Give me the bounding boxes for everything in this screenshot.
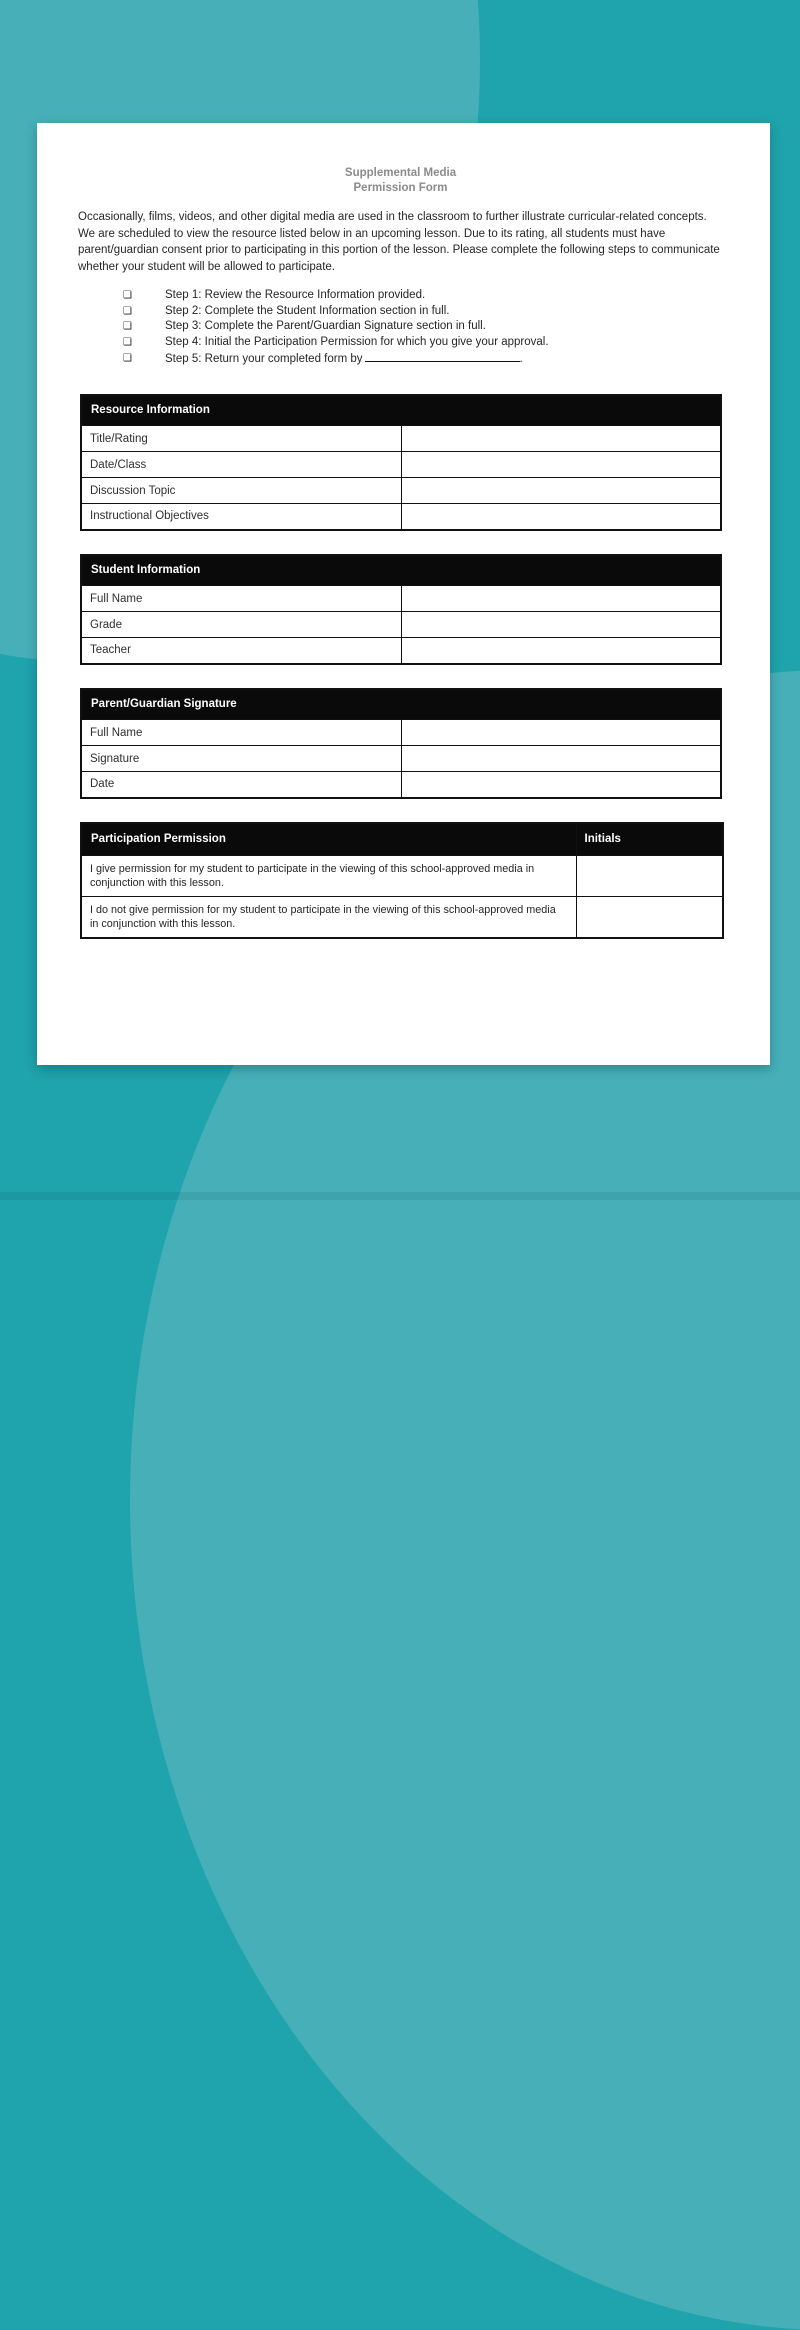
field-value-date-class[interactable]	[401, 452, 721, 478]
step-label: Step 1: Review the Resource Information provided.	[165, 289, 426, 301]
field-value-teacher[interactable]	[401, 638, 721, 664]
table-row	[81, 638, 721, 664]
participation-permission-table	[80, 822, 724, 940]
table-header-row	[81, 689, 721, 720]
field-label-student-full-name: Full Name	[81, 586, 401, 612]
return-date-blank[interactable]	[365, 351, 520, 362]
form-page	[37, 123, 770, 1065]
table-row	[81, 746, 721, 772]
table-row	[81, 426, 721, 452]
step-item-1	[123, 288, 723, 304]
field-label-instructional-objectives: Instructional Objectives	[81, 504, 401, 530]
table-row	[81, 612, 721, 638]
field-value-signature[interactable]	[401, 746, 721, 772]
table-row	[81, 720, 721, 746]
field-label-date: Date	[81, 772, 401, 798]
step-item-3	[123, 319, 723, 335]
permission-deny-initials-cell[interactable]	[576, 897, 723, 939]
table-row	[81, 856, 723, 897]
field-label-grade: Grade	[81, 612, 401, 638]
student-information-header: Student Information	[81, 555, 721, 586]
form-page-content	[37, 123, 770, 939]
permission-grant-statement: I give permission for my student to participate in the viewing of this school-approved media in conjunction with this lesson.	[81, 856, 576, 897]
student-information-table	[80, 554, 722, 665]
checkbox-icon[interactable]: ❏	[123, 337, 132, 349]
form-title-line1: Supplemental Media	[344, 167, 457, 179]
permission-deny-statement: I do not give permission for my student to participate in the viewing of this school-approved media in conjunction with this lesson.	[81, 897, 576, 939]
checkbox-icon[interactable]: ❏	[123, 305, 132, 317]
table-row	[81, 586, 721, 612]
table-row	[81, 478, 721, 504]
field-value-parent-full-name[interactable]	[401, 720, 721, 746]
initials-header: Initials	[576, 823, 723, 856]
field-value-date[interactable]	[401, 772, 721, 798]
table-row	[81, 897, 723, 939]
field-label-discussion-topic: Discussion Topic	[81, 478, 401, 504]
background-bottom-strip	[0, 1192, 800, 1200]
field-label-title-rating: Title/Rating	[81, 426, 401, 452]
field-value-student-full-name[interactable]	[401, 586, 721, 612]
table-header-row	[81, 823, 723, 856]
step5-text: Step 5: Return your completed form by	[165, 352, 363, 365]
participation-permission-header: Participation Permission	[81, 823, 576, 856]
step-label: Step 4: Initial the Participation Permission for which you give your approval.	[165, 336, 549, 349]
table-row	[81, 504, 721, 530]
table-header-row	[81, 555, 721, 586]
field-value-instructional-objectives[interactable]	[401, 504, 721, 530]
field-value-discussion-topic[interactable]	[401, 478, 721, 504]
parent-guardian-signature-header: Parent/Guardian Signature	[81, 689, 721, 720]
step-label	[165, 351, 523, 368]
field-value-title-rating[interactable]	[401, 426, 721, 452]
step-item-2	[123, 304, 723, 320]
step-item-5	[123, 351, 723, 368]
step-label: Step 2: Complete the Student Information section in full.	[165, 304, 450, 317]
resource-information-header: Resource Information	[81, 395, 721, 426]
field-value-grade[interactable]	[401, 612, 721, 638]
field-label-date-class: Date/Class	[81, 452, 401, 478]
field-label-signature: Signature	[81, 746, 401, 772]
resource-information-table	[80, 394, 722, 531]
checkbox-icon[interactable]: ❏	[123, 290, 132, 301]
table-row	[81, 452, 721, 478]
field-label-teacher: Teacher	[81, 638, 401, 664]
checkbox-icon[interactable]: ❏	[123, 321, 132, 333]
form-title-line2: Permission Form	[353, 182, 448, 194]
parent-guardian-signature-table	[80, 688, 722, 799]
form-title	[78, 166, 723, 196]
checkbox-icon[interactable]: ❏	[123, 352, 132, 364]
steps-list	[78, 288, 723, 368]
step5-suffix: .	[519, 352, 523, 365]
step-label: Step 3: Complete the Parent/Guardian Signature section in full.	[165, 320, 486, 333]
intro-paragraph: Occasionally, films, videos, and other digital media are used in the classroom to further illustrate curricular-related concepts. We are scheduled to view the resource listed below in an upcoming lesson. Due to its rating, all students must have parent/guardian consent prior to participating in this portion of the lesson. Please complete the following steps to communicate whether your student will be allowed to participate.	[78, 211, 720, 273]
table-header-row	[81, 395, 721, 426]
field-label-parent-full-name: Full Name	[81, 720, 401, 746]
step-item-4	[123, 335, 723, 351]
table-row	[81, 772, 721, 798]
permission-grant-initials-cell[interactable]	[576, 856, 723, 897]
